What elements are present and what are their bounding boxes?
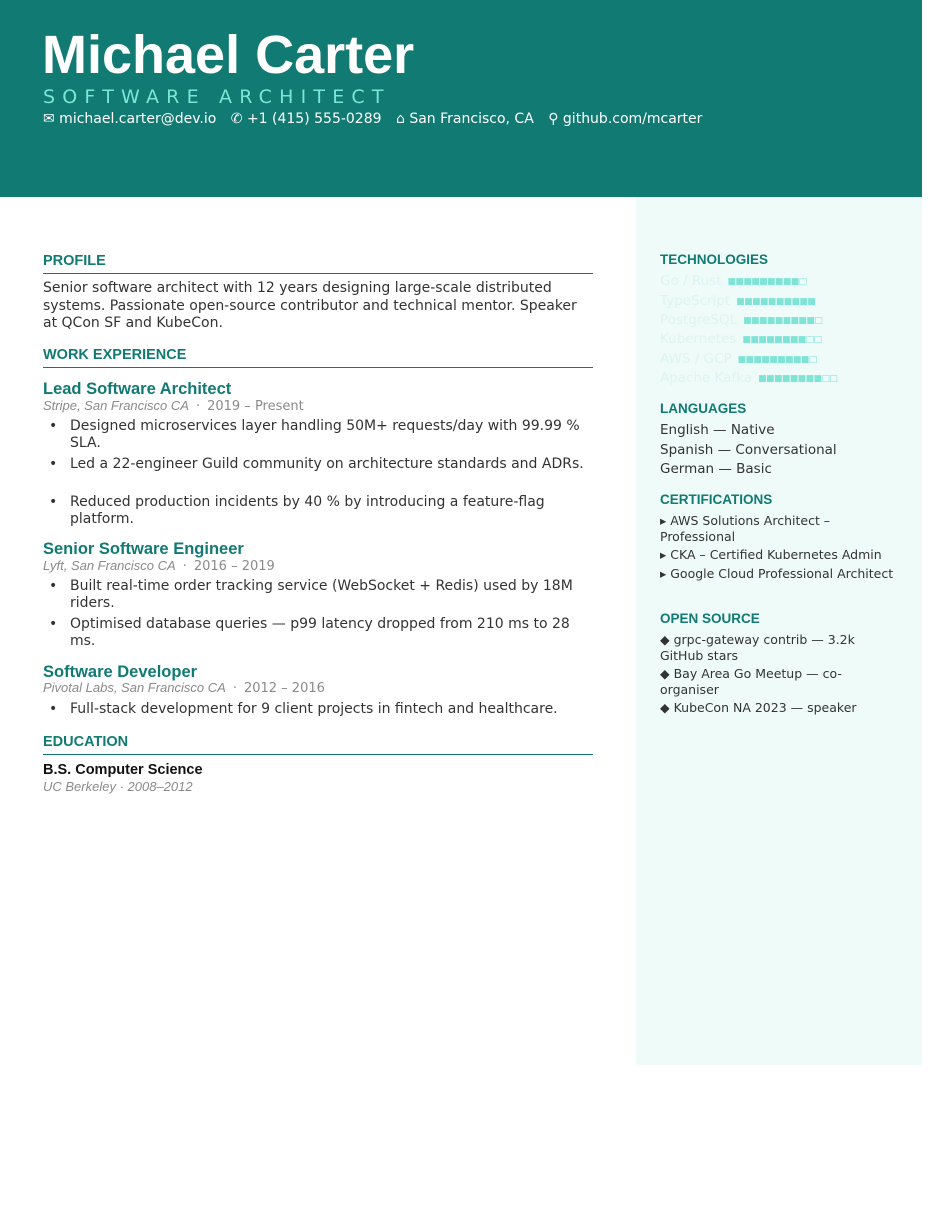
job-bullet [43, 456, 593, 473]
open-source-heading: OPEN SOURCE [660, 611, 760, 626]
skill-level-bar: ■■■■■■■■□□ [758, 374, 838, 384]
education-degree: B.S. Computer Science [43, 762, 203, 778]
bullet-dot: • [49, 494, 58, 510]
certifications-heading: CERTIFICATIONS [660, 492, 773, 507]
job-meta [43, 398, 304, 415]
job-bullet [43, 616, 593, 650]
tech-name: Go / Rust [660, 273, 722, 289]
job-bullet [43, 418, 593, 452]
profile-heading: PROFILE [43, 252, 593, 274]
skill-level-bar: ■■■■■■■■■■ [736, 297, 816, 307]
tech-item [660, 293, 815, 311]
tech-item [660, 370, 837, 388]
tech-item [660, 351, 817, 369]
location-text: ⌂ San Francisco, CA [396, 111, 534, 127]
meta-separator: · [195, 399, 201, 414]
job-title: Senior Software Engineer [43, 540, 244, 558]
job-company: Pivotal Labs, San Francisco CA [43, 680, 226, 695]
email-link[interactable]: ✉ michael.carter@dev.io [43, 111, 217, 127]
job-meta [43, 680, 325, 697]
job-dates: 2016 – 2019 [193, 559, 275, 574]
languages-heading: LANGUAGES [660, 401, 747, 416]
skill-level-bar: ■■■■■■■■■□ [737, 355, 817, 365]
language-item: German — Basic [660, 461, 772, 477]
bullet-text: Designed microservices layer handling 50M+ requests/day with 99.99 % SLA. [70, 418, 580, 451]
education-heading: EDUCATION [43, 733, 593, 755]
skill-level-bar: ■■■■■■■■■□ [743, 316, 823, 326]
job-bullet [43, 578, 593, 612]
job-title: Software Developer [43, 663, 198, 681]
job-company: Lyft, San Francisco CA [43, 558, 176, 573]
tech-name: TypeScript [660, 293, 731, 309]
meta-separator: · [182, 559, 187, 574]
job-dates: 2012 – 2016 [243, 681, 325, 696]
tech-item [660, 273, 807, 291]
skill-level-bar: ■■■■■■■■■□ [727, 277, 807, 287]
bullet-text: Full-stack development for 9 client projects in fintech and healthcare. [70, 701, 558, 717]
language-item: English — Native [660, 422, 775, 438]
phone-text: ✆ +1 (415) 555-0289 [230, 111, 382, 127]
skill-level-bar: ■■■■■■■■□□ [742, 335, 822, 345]
tech-name: PostgreSQL [660, 312, 738, 328]
contact-line [43, 110, 712, 128]
profile-text: Senior software architect with 12 years designing large-scale distributed systems. Passionate open-source contributor and technical mentor. Speaker at QCon SF and KubeCon. [43, 280, 577, 331]
github-link[interactable]: ⚲ github.com/mcarter [548, 111, 703, 127]
candidate-title: SOFTWARE ARCHITECT [43, 86, 391, 108]
meta-separator: · [232, 681, 237, 696]
bullet-dot: • [49, 578, 58, 594]
job-title: Lead Software Architect [43, 380, 232, 398]
job-dates: 2019 – Present [207, 399, 304, 414]
tech-item [660, 312, 822, 330]
tech-name: Kubernetes [660, 331, 737, 347]
bullet-dot: • [49, 701, 58, 717]
job-bullet [43, 494, 593, 528]
bullet-text: Built real-time order tracking service (WebSocket + Redis) used by 18M riders. [70, 578, 573, 611]
open-source-item: ◆ grpc-gateway contrib — 3.2k GitHub stars [660, 632, 855, 663]
certification-item: ▸ AWS Solutions Architect – Professional [660, 513, 831, 544]
bullet-dot: • [49, 456, 58, 472]
certification-item: ▸ CKA – Certified Kubernetes Admin [660, 547, 882, 562]
education-meta: UC Berkeley · 2008–2012 [43, 779, 193, 794]
language-item: Spanish — Conversational [660, 442, 837, 458]
tech-name: Apache Kafka [660, 370, 753, 386]
technologies-heading: TECHNOLOGIES [660, 252, 769, 267]
open-source-item: ◆ Bay Area Go Meetup — co-organiser [660, 666, 842, 697]
bullet-dot: • [49, 616, 58, 632]
job-company: Stripe, San Francisco CA [43, 398, 189, 413]
tech-name: AWS / GCP [660, 351, 732, 367]
certification-item: ▸ Google Cloud Professional Architect [660, 566, 894, 581]
open-source-item: ◆ KubeCon NA 2023 — speaker [660, 700, 857, 715]
job-bullet [43, 701, 593, 718]
tech-item [660, 331, 821, 349]
bullet-text: Reduced production incidents by 40 % by introducing a feature-flag platform. [70, 494, 545, 527]
candidate-name: Michael Carter [42, 25, 415, 85]
bullet-text: Led a 22-engineer Guild community on architecture standards and ADRs. [70, 456, 584, 472]
experience-heading: WORK EXPERIENCE [43, 346, 593, 368]
job-meta [43, 558, 275, 575]
bullet-dot: • [49, 418, 58, 434]
resume-header [0, 0, 922, 197]
bullet-text: Optimised database queries — p99 latency dropped from 210 ms to 28 ms. [70, 616, 570, 649]
